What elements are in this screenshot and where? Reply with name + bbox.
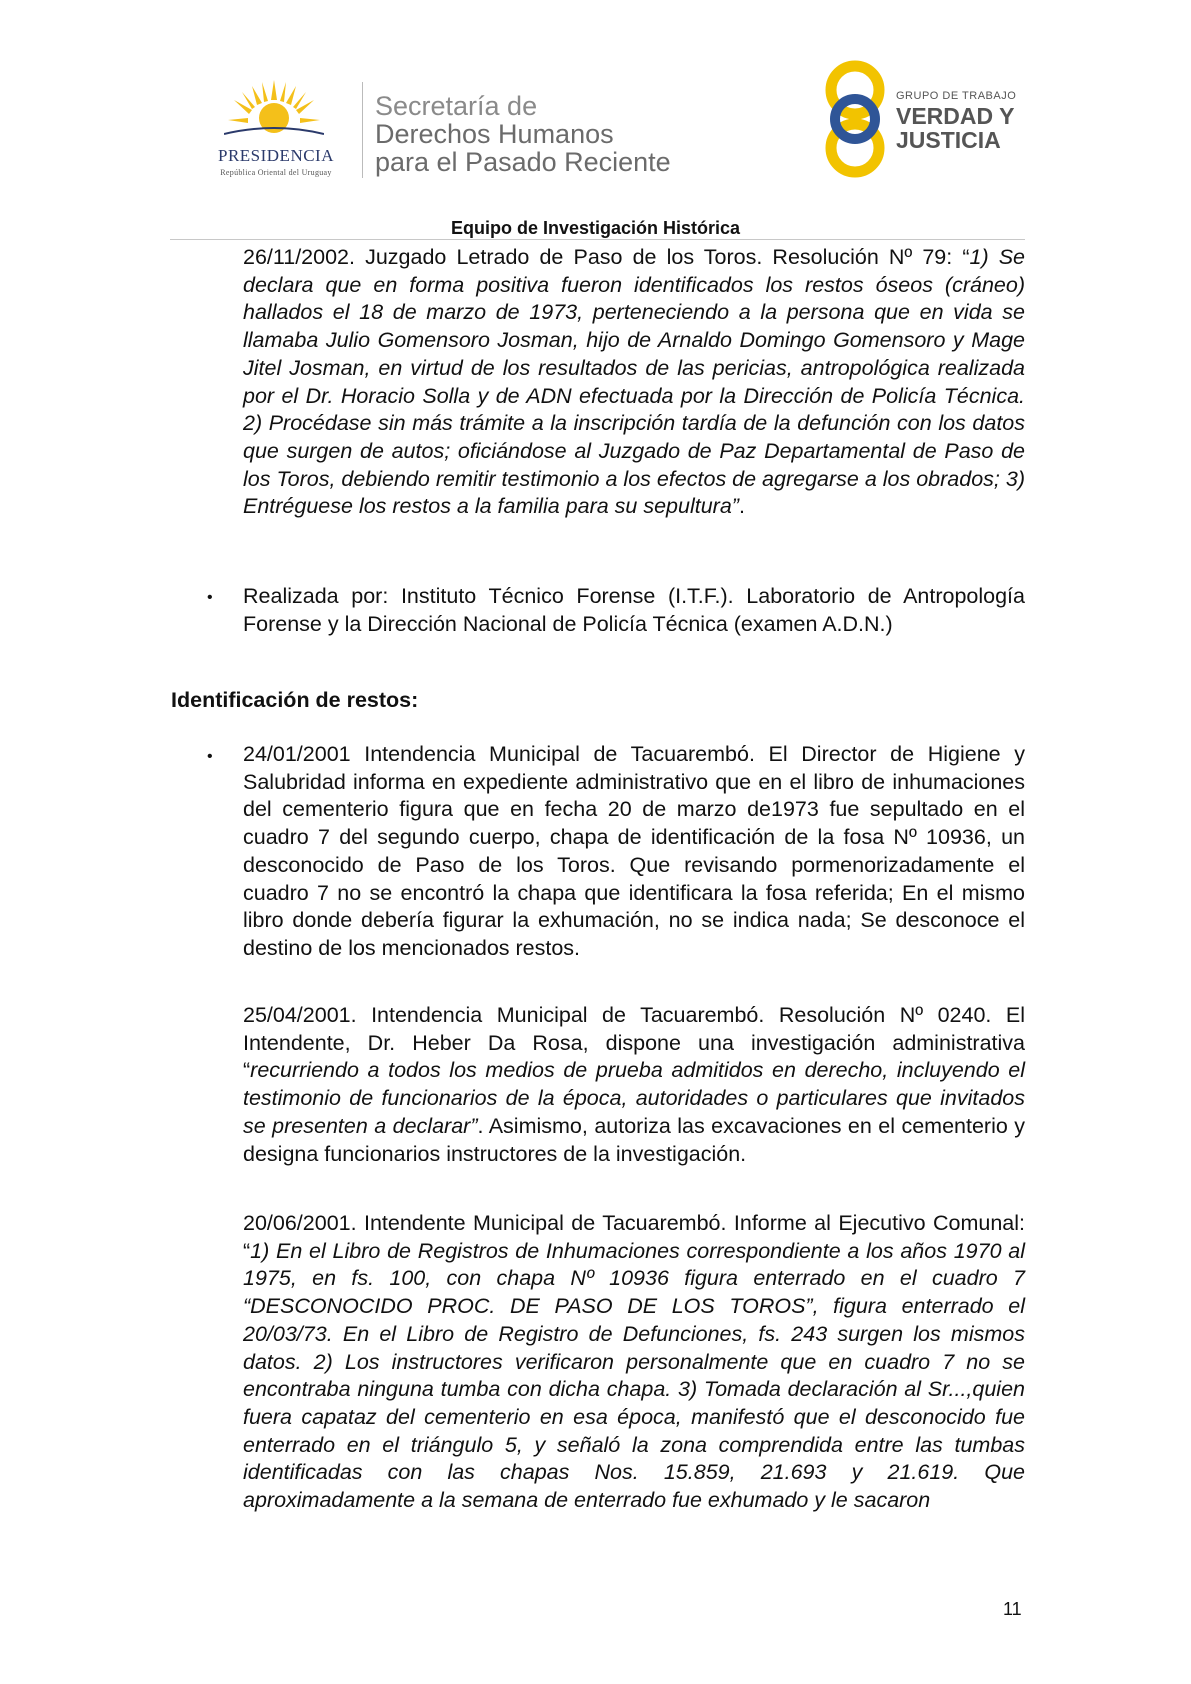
presidencia-name: PRESIDENCIA xyxy=(217,146,334,165)
section-heading: Identificación de restos: xyxy=(171,688,419,712)
realizada-paragraph: Realizada por: Instituto Técnico Forense (I.T.F.). Laboratorio de Antropología Forense y la Dirección Nacional de Policía Técnica (examen A.D.N.) xyxy=(243,584,1025,636)
page-number: 11 xyxy=(1003,1599,1022,1619)
page-header xyxy=(0,0,1191,240)
higiene-paragraph: 24/01/2001 Intendencia Municipal de Tacuarembó. El Director de Higiene y Salubridad informa en expediente administrativo que en el libro de inhumaciones del cementerio figura que en fecha 20 de marzo de1973 fue sepultado en el cuadro 7 del segundo cuerpo, chapa de identificación de la fosa Nº 10936, un desconocido de Paso de los Toros. Que revisando pormenorizadamente el cuadro 7 no se encontró la chapa que identificara la fosa referida; En el mismo libro donde debería figurar la exhumación, no se indica nada; Se desconoce el destino de los mencionados restos. xyxy=(243,742,1025,960)
investigacion-paragraph xyxy=(243,1002,1025,1168)
investigacion-end: . Asimismo, autoriza las excavaciones en el cementerio y designa funcionarios instructores de la investigación. xyxy=(243,1113,1026,1166)
resolution-quote: 1) Se declara que en forma positiva fueron identificados los restos óseos (cráneo) hallados el 18 de marzo de 1973, perteneciendo a la persona que en vida se llamaba Julio Gomensoro Josman, hijo de Arnaldo Domingo Gomensoro y Mage Jitel Josman, en virtud de los resultados de las pericias, antropológica realizada por el Dr. Horacio Solla y de ADN efectuada por la Dirección de Policía Técnica. 2) Procédase sin más trámite a la inscripción tardía de la defunción con los datos que surgen de autos; oficiándose al Juzgado de Paz Departamental de Paso de los Toros, debiendo remitir testimonio a los efectos de agregarse a los obrados; 3) Entréguese los restos a la familia para su sepultura” xyxy=(243,245,1025,519)
secretaria-line-3: para el Pasado Reciente xyxy=(375,147,671,177)
sun-emblem-icon xyxy=(224,78,324,144)
informe-paragraph xyxy=(243,1210,1025,1515)
secretaria-title xyxy=(375,92,671,176)
verdad-justicia-wordmark xyxy=(896,104,1014,152)
resolution-intro: 26/11/2002. Juzgado Letrado de Paso de los Toros. Resolución Nº 79: “ xyxy=(243,245,970,269)
header-rule xyxy=(170,239,1025,240)
verdad-justicia-logo xyxy=(820,60,1040,180)
presidencia-subtitle: República Oriental del Uruguay xyxy=(220,168,332,177)
investigacion-quote: recurriendo a todos los medios de prueba admitidos en derecho, incluyendo el testimonio de funcionarios de la época, autoridades o particulares que invitados se presenten a declarar” xyxy=(243,1058,1025,1138)
investigacion-intro: 25/04/2001. Intendencia Municipal de Tacuarembó. Resolución Nº 0240. El Intendente, Dr. Heber Da Rosa, dispone una investigación administrativa “ xyxy=(243,1003,1025,1083)
bullet-marker: • xyxy=(207,748,213,765)
header-divider xyxy=(362,82,363,178)
grupo-de-trabajo-label: GRUPO DE TRABAJO xyxy=(896,90,1017,102)
secretaria-line-2: Derechos Humanos xyxy=(375,119,614,149)
justicia-line: JUSTICIA xyxy=(896,127,1001,153)
bullet-marker: • xyxy=(207,589,213,606)
verdad-line: VERDAD Y xyxy=(896,103,1015,129)
equipo-title: Equipo de Investigación Histórica xyxy=(450,218,741,238)
informe-quote: 1) En el Libro de Registros de Inhumaciones correspondiente a los años 1970 al 1975, en fs. 100, con chapa Nº 10936 figura enterrado en el cuadro 7 “DESCONOCIDO PROC. DE PASO DE LOS TOROS”, figura enterrado el 20/03/73. En el Libro de Registro de Defunciones, fs. 243 surgen los mismos datos. 2) Los instructores verificaron personalmente que en cuadro 7 no se encontraba ninguna tumba con dicha chapa. 3) Tomada declaración al Sr...,quien fuera capataz del cementerio en esa época, manifestó que el desconocido fue enterrado en el triángulo 5, y señaló la zona comprendida entre las tumbas identificadas con las chapas Nos. 15.859, 21.693 y 21.619. Que aproximadamente a la semana de enterrado fue exhumado y le sacaron xyxy=(243,1238,1025,1513)
presidencia-logo xyxy=(196,78,356,178)
secretaria-line-1: Secretaría de xyxy=(375,91,538,121)
resolution-end: . xyxy=(738,494,745,519)
resolution-paragraph xyxy=(243,244,1025,521)
informe-intro: 20/06/2001. Intendente Municipal de Tacuarembó. Informe al Ejecutivo Comunal: “ xyxy=(243,1211,1025,1263)
verdad-justicia-rings-icon xyxy=(820,60,890,180)
